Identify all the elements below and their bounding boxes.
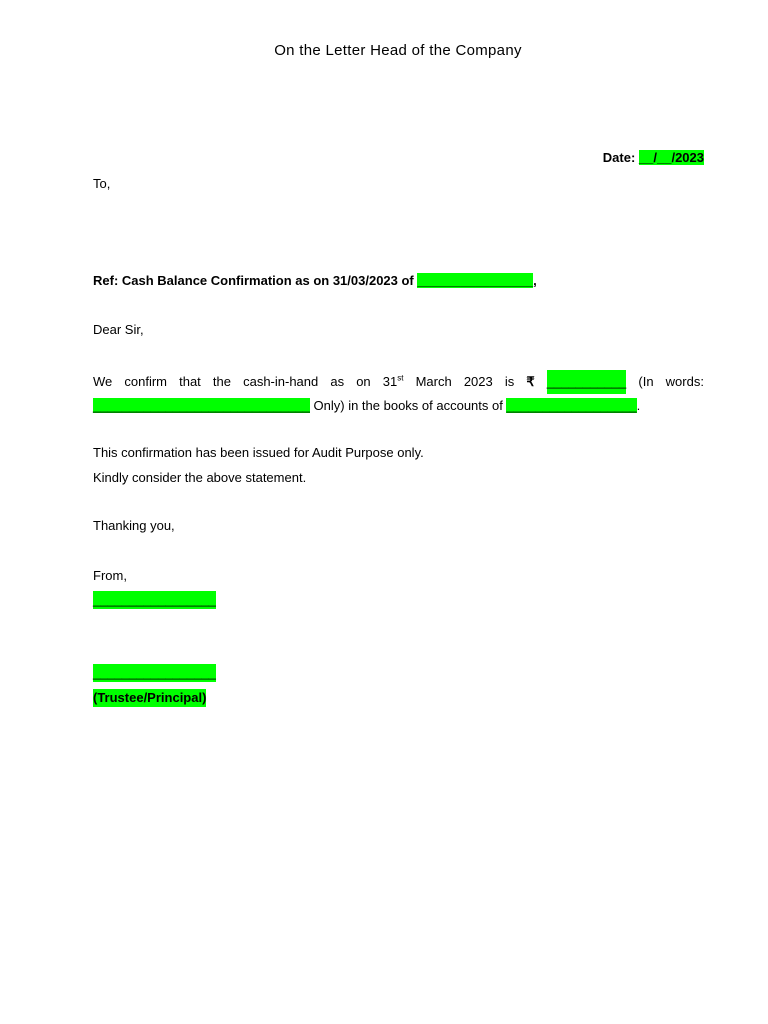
word: March <box>415 374 452 389</box>
confirmation-paragraph <box>93 370 704 418</box>
confirmation-line-2 <box>93 394 704 418</box>
salutation-to: To, <box>93 176 111 191</box>
word: cash-in-hand <box>243 374 319 389</box>
date-value-field[interactable]: __/__/2023 <box>638 150 704 165</box>
designation-label: (Trustee/Principal) <box>93 690 207 705</box>
purpose-line: This confirmation has been issued for Audit Purpose only. <box>93 445 424 460</box>
accounts-text: Only) in the books of accounts of <box>313 398 503 413</box>
amount-field[interactable]: ___________ <box>547 370 627 394</box>
greeting: Dear Sir, <box>93 322 144 337</box>
accounts-entity-field[interactable]: __________________ <box>506 398 637 413</box>
word: the <box>212 374 231 389</box>
reference-suffix: , <box>533 273 537 288</box>
thanking-line: Thanking you, <box>93 518 175 533</box>
sentence-end: . <box>636 398 641 413</box>
amount-in-words-field[interactable]: ______________________________ <box>93 398 310 413</box>
letterhead-title: On the Letter Head of the Company <box>274 42 522 59</box>
word: words: <box>665 374 704 389</box>
from-label: From, <box>93 568 127 583</box>
confirmation-line-1 <box>93 370 704 394</box>
date-label: Date: <box>602 150 636 165</box>
word: (In <box>638 374 654 389</box>
word: 2023 <box>463 374 493 389</box>
reference-line <box>93 272 537 290</box>
word: that <box>179 374 201 389</box>
date-day: 31st <box>382 373 404 389</box>
reference-text: Ref: Cash Balance Confirmation as on 31/03/2023 of <box>93 273 414 288</box>
word: is <box>504 374 515 389</box>
word: on <box>356 374 371 389</box>
reference-entity-field[interactable]: ________________ <box>417 273 534 288</box>
consider-line: Kindly consider the above statement. <box>93 470 307 485</box>
word: as <box>330 374 345 389</box>
from-name-field[interactable]: _________________ <box>93 592 216 607</box>
signature-field[interactable]: _________________ <box>93 665 216 680</box>
date-line <box>603 150 704 165</box>
rupee-symbol: ₹ <box>526 374 535 389</box>
word: We <box>93 374 113 389</box>
word: confirm <box>124 374 167 389</box>
